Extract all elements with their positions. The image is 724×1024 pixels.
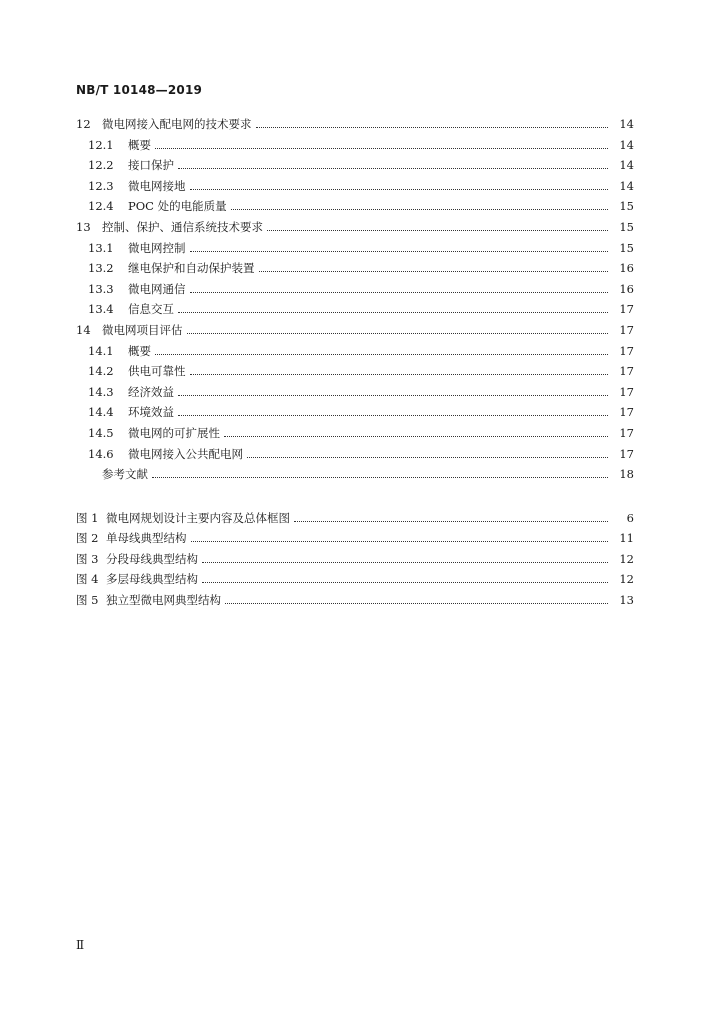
toc-entry[interactable]	[76, 176, 634, 197]
dot-leader	[267, 230, 608, 231]
entry-page-number: 17	[619, 302, 634, 317]
entry-page-number: 13	[619, 593, 634, 608]
entry-title: 微电网接地	[128, 178, 186, 193]
entry-title: 微电网通信	[128, 281, 186, 296]
figure-list-entry[interactable]	[76, 508, 634, 529]
dot-leader	[190, 292, 609, 293]
entry-number: 13.3	[88, 281, 114, 296]
entry-number: 12.2	[88, 158, 114, 173]
entry-page-number: 15	[619, 219, 634, 234]
entry-page-number: 14	[619, 158, 634, 173]
dot-leader	[190, 251, 609, 252]
entry-number: 13.4	[88, 302, 114, 317]
entry-number: 13.1	[88, 240, 114, 255]
entry-title: 微电网项目评估	[102, 322, 183, 337]
entry-title: POC 处的电能质量	[128, 199, 227, 214]
entry-page-number: 17	[619, 343, 634, 358]
entry-page-number: 6	[626, 510, 634, 525]
entry-page-number: 17	[619, 322, 634, 337]
entry-title: 接口保护	[128, 158, 174, 173]
entry-page-number: 17	[619, 446, 634, 461]
entry-page-number: 17	[619, 405, 634, 420]
entry-number: 14.2	[88, 364, 114, 379]
entry-number: 14.4	[88, 405, 114, 420]
figure-list-entry[interactable]	[76, 528, 634, 549]
toc-entry[interactable]	[76, 258, 634, 279]
toc-entry[interactable]	[76, 444, 634, 465]
entry-number: 13	[76, 219, 91, 234]
entry-title: 继电保护和自动保护装置	[128, 261, 255, 276]
toc-entry[interactable]	[76, 135, 634, 156]
dot-leader	[202, 562, 608, 563]
entry-title: 经济效益	[128, 384, 174, 399]
toc-entry[interactable]	[76, 155, 634, 176]
dot-leader	[224, 436, 608, 437]
dot-leader	[225, 603, 608, 604]
entry-number: 12.3	[88, 178, 114, 193]
entry-number: 图 2	[76, 531, 99, 546]
dot-leader	[152, 477, 608, 478]
entry-title: 信息交互	[128, 302, 174, 317]
entry-title: 微电网接入公共配电网	[128, 446, 243, 461]
entry-number: 14.1	[88, 343, 114, 358]
entry-title: 单母线典型结构	[106, 531, 187, 546]
entry-page-number: 11	[619, 531, 634, 546]
toc-entry[interactable]	[76, 238, 634, 259]
dot-leader	[178, 415, 608, 416]
dot-leader	[259, 271, 609, 272]
toc-entry[interactable]	[76, 464, 634, 485]
entry-page-number: 16	[619, 261, 634, 276]
entry-number: 12.1	[88, 137, 114, 152]
entry-page-number: 17	[619, 384, 634, 399]
entry-page-number: 15	[619, 240, 634, 255]
entry-page-number: 14	[619, 137, 634, 152]
entry-title: 概要	[128, 137, 151, 152]
entry-page-number: 12	[619, 551, 634, 566]
dot-leader	[247, 457, 608, 458]
dot-leader	[155, 148, 608, 149]
figure-list-entry[interactable]	[76, 569, 634, 590]
toc-entry[interactable]	[76, 423, 634, 444]
entry-number: 12.4	[88, 199, 114, 214]
entry-title: 供电可靠性	[128, 364, 186, 379]
entry-number: 14.5	[88, 425, 114, 440]
table-of-contents	[76, 114, 634, 611]
dot-leader	[256, 127, 609, 128]
entry-title: 参考文献	[102, 467, 148, 482]
dot-leader	[190, 374, 609, 375]
entry-title: 微电网控制	[128, 240, 186, 255]
entry-page-number: 17	[619, 364, 634, 379]
toc-entry[interactable]	[76, 382, 634, 403]
entry-number: 图 1	[76, 510, 99, 525]
entry-page-number: 17	[619, 425, 634, 440]
entry-number: 14.3	[88, 384, 114, 399]
toc-entry[interactable]	[76, 279, 634, 300]
toc-entry[interactable]	[76, 217, 634, 238]
entry-title: 微电网规划设计主要内容及总体框图	[106, 510, 290, 525]
entry-page-number: 18	[619, 467, 634, 482]
entry-page-number: 14	[619, 117, 634, 131]
entry-page-number: 14	[619, 178, 634, 193]
entry-title: 微电网接入配电网的技术要求	[102, 117, 252, 131]
entry-number: 13.2	[88, 261, 114, 276]
entry-number: 12	[76, 117, 91, 131]
page-number-footer: Ⅱ	[76, 938, 85, 952]
figure-list-entry[interactable]	[76, 549, 634, 570]
toc-entry[interactable]	[76, 341, 634, 362]
section-gap	[76, 485, 634, 508]
entry-number: 图 3	[76, 551, 99, 566]
dot-leader	[202, 582, 608, 583]
entry-title: 独立型微电网典型结构	[106, 593, 221, 608]
toc-entry[interactable]	[76, 196, 634, 217]
toc-entry[interactable]	[76, 361, 634, 382]
entry-number: 图 4	[76, 572, 99, 587]
toc-entry[interactable]	[76, 320, 634, 341]
entry-title: 概要	[128, 343, 151, 358]
entry-title: 多层母线典型结构	[106, 572, 198, 587]
entry-number: 14	[76, 322, 91, 337]
toc-entry[interactable]	[76, 114, 634, 135]
dot-leader	[187, 333, 609, 334]
standard-number-header: NB/T 10148—2019	[76, 83, 203, 97]
figure-list-entry[interactable]	[76, 590, 634, 611]
dot-leader	[191, 541, 609, 542]
entry-title: 环境效益	[128, 405, 174, 420]
dot-leader	[294, 521, 608, 522]
dot-leader	[178, 168, 608, 169]
dot-leader	[155, 354, 608, 355]
dot-leader	[190, 189, 609, 190]
entry-title: 微电网的可扩展性	[128, 425, 220, 440]
dot-leader	[178, 312, 608, 313]
entry-title: 分段母线典型结构	[106, 551, 198, 566]
entry-number: 图 5	[76, 593, 99, 608]
dot-leader	[231, 209, 608, 210]
entry-number: 14.6	[88, 446, 114, 461]
entry-page-number: 12	[619, 572, 634, 587]
dot-leader	[178, 395, 608, 396]
toc-entry[interactable]	[76, 402, 634, 423]
entry-page-number: 16	[619, 281, 634, 296]
entry-title: 控制、保护、通信系统技术要求	[102, 219, 263, 234]
toc-entry[interactable]	[76, 299, 634, 320]
entry-page-number: 15	[619, 199, 634, 214]
